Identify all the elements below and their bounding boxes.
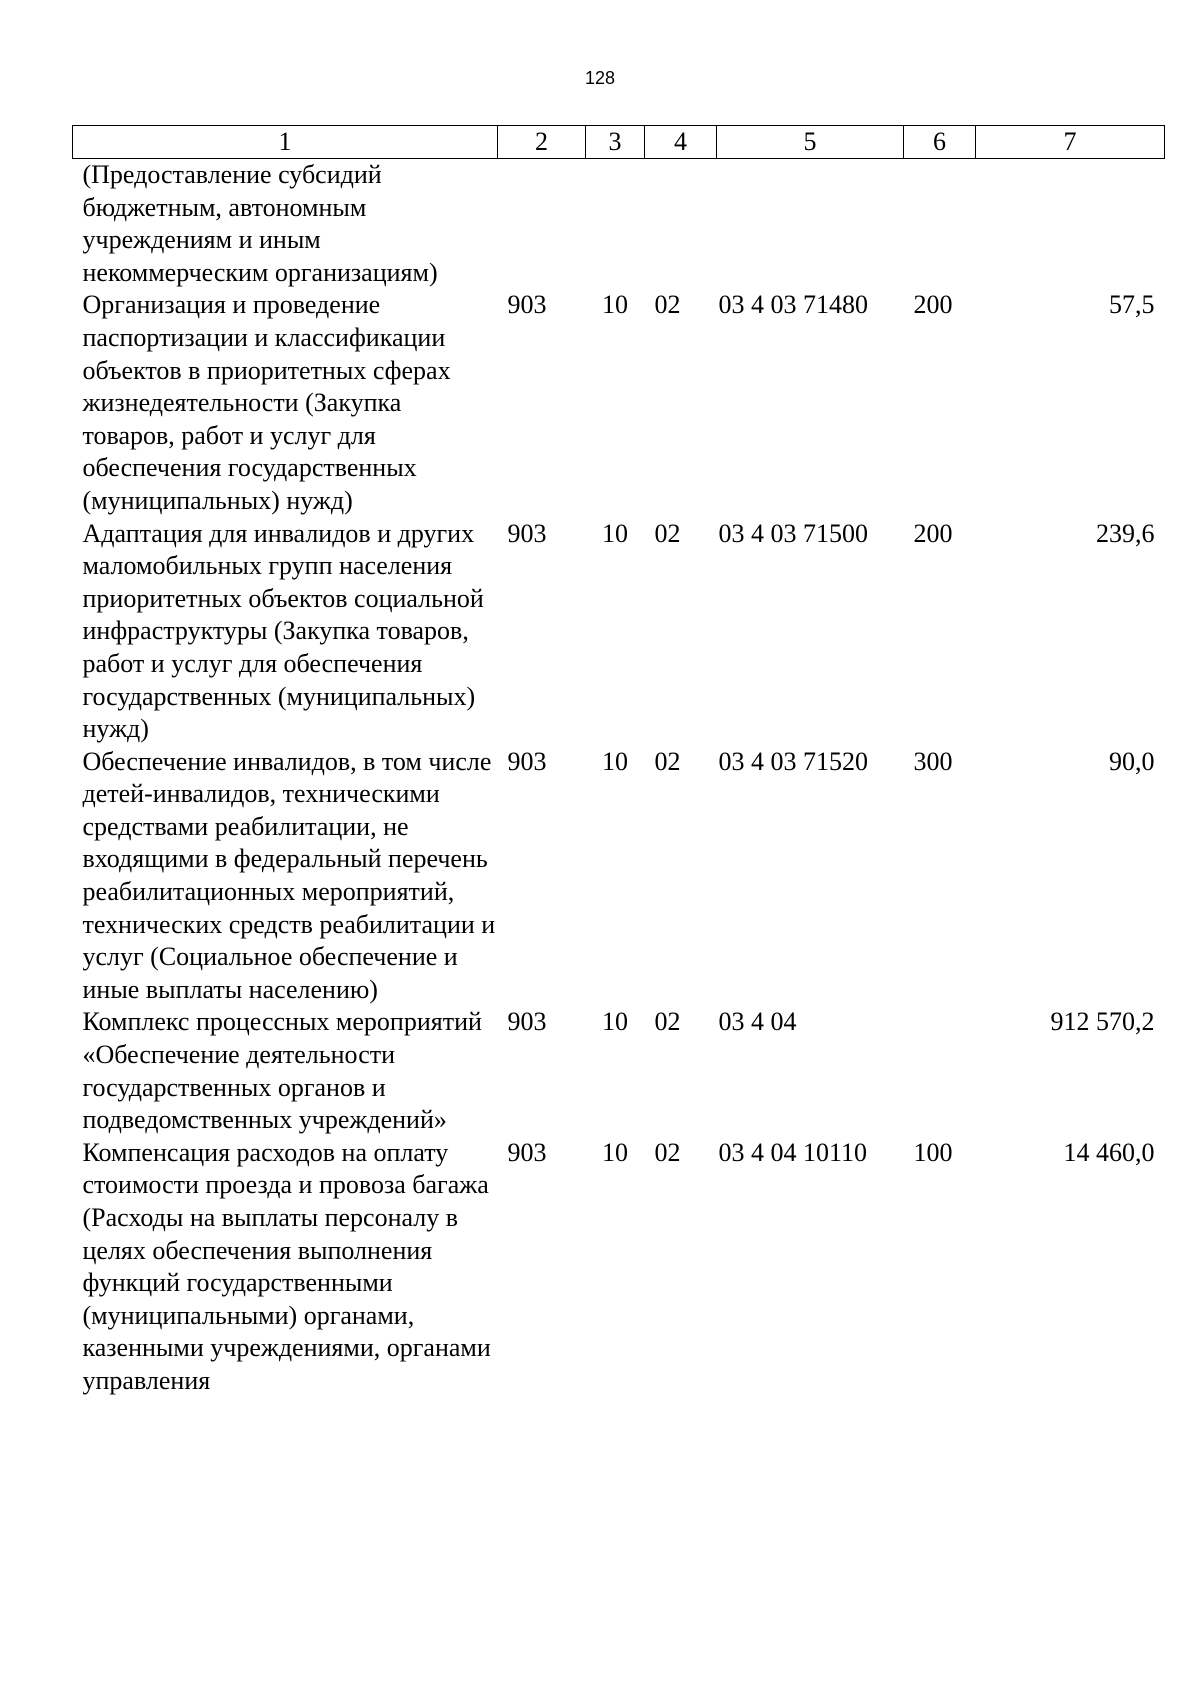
table-row bbox=[73, 159, 1165, 290]
row-code-section: 10 bbox=[602, 1007, 628, 1037]
table-row bbox=[73, 518, 1165, 746]
row-code-expense-type: 200 bbox=[913, 290, 953, 320]
row-code-subsection: 02 bbox=[654, 746, 681, 776]
row-code-expense-type bbox=[904, 1006, 976, 1136]
row-name: (Предоставление субсидий бюджетным, автономным учреждениям и иным некоммерческим организациям) bbox=[82, 160, 438, 287]
row-code-target: 03 4 04 10110 bbox=[718, 1137, 868, 1167]
row-code-section bbox=[586, 159, 645, 290]
header-col-4: 4 bbox=[645, 126, 717, 159]
row-name: Обеспечение инвалидов, в том числе детей-инвалидов, техническими средствами реабилитации, не входящими в федеральный перечень реабилитационных мероприятий, технических средств реабилитации и услуг (Социальное обеспечение и иные выплаты населению) bbox=[82, 746, 496, 1004]
row-code-subsection: 02 bbox=[654, 1137, 681, 1167]
row-amount: 239,6 bbox=[1096, 518, 1155, 548]
row-code-admin bbox=[498, 159, 586, 290]
row-amount: 14 460,0 bbox=[1063, 1137, 1155, 1167]
row-code-target: 03 4 03 71500 bbox=[718, 518, 868, 548]
row-code-section: 10 bbox=[602, 518, 628, 548]
row-code-subsection: 02 bbox=[654, 518, 681, 548]
row-code-admin: 903 bbox=[507, 1137, 547, 1167]
table-header bbox=[73, 126, 1165, 159]
header-col-3: 3 bbox=[586, 126, 645, 159]
budget-table bbox=[72, 125, 1165, 1398]
row-code-subsection bbox=[645, 159, 717, 290]
header-col-6: 6 bbox=[904, 126, 976, 159]
header-row bbox=[73, 126, 1165, 159]
row-code-expense-type: 200 bbox=[913, 518, 953, 548]
row-code-section: 10 bbox=[602, 1137, 628, 1167]
row-code-subsection: 02 bbox=[654, 1007, 681, 1037]
row-amount: 90,0 bbox=[1109, 746, 1155, 776]
row-code-target: 03 4 03 71480 bbox=[718, 290, 868, 320]
row-code-subsection: 02 bbox=[654, 290, 681, 320]
row-name: Компенсация расходов на оплату стоимости проезда и провоза багажа (Расходы на выплаты персоналу в целях обеспечения выполнения функций государственными (муниципальными) органами, казенными учреждениями, органами управления bbox=[82, 1137, 491, 1395]
table-row bbox=[73, 1006, 1165, 1136]
header-col-7: 7 bbox=[976, 126, 1165, 159]
page-number: 128 bbox=[584, 68, 616, 88]
row-amount: 912 570,2 bbox=[1050, 1007, 1155, 1037]
row-code-expense-type: 100 bbox=[913, 1137, 953, 1167]
row-amount bbox=[976, 159, 1165, 290]
row-code-admin: 903 bbox=[507, 290, 547, 320]
row-code-expense-type: 300 bbox=[913, 746, 953, 776]
row-code-target bbox=[717, 159, 904, 290]
row-code-target: 03 4 03 71520 bbox=[718, 746, 868, 776]
header-col-1: 1 bbox=[73, 126, 498, 159]
row-amount: 57,5 bbox=[1109, 290, 1155, 320]
row-code-admin: 903 bbox=[507, 518, 547, 548]
row-code-target: 03 4 04 bbox=[718, 1007, 797, 1037]
row-code-section: 10 bbox=[602, 746, 628, 776]
header-col-2: 2 bbox=[498, 126, 586, 159]
row-code-admin: 903 bbox=[507, 1007, 547, 1037]
row-code-admin: 903 bbox=[507, 746, 547, 776]
row-name: Комплекс процессных мероприятий «Обеспечение деятельности государственных органов и подведомственных учреждений» bbox=[82, 1007, 482, 1135]
table-row bbox=[73, 746, 1165, 1007]
row-name: Адаптация для инвалидов и других маломобильных групп населения приоритетных объектов социальной инфраструктуры (Закупка товаров, работ и услуг для обеспечения государственных (муниципальных) нужд) bbox=[82, 518, 484, 744]
table-row bbox=[73, 1137, 1165, 1398]
row-name: Организация и проведение паспортизации и классификации объектов в приоритетных сферах жизнедеятельности (Закупка товаров, работ и услуг для обеспечения государственных (муниципальных) нужд) bbox=[82, 290, 451, 515]
row-code-section: 10 bbox=[602, 290, 628, 320]
row-code-expense-type bbox=[904, 159, 976, 290]
table-body bbox=[73, 159, 1165, 1398]
header-col-5: 5 bbox=[717, 126, 904, 159]
table-row bbox=[73, 289, 1165, 517]
